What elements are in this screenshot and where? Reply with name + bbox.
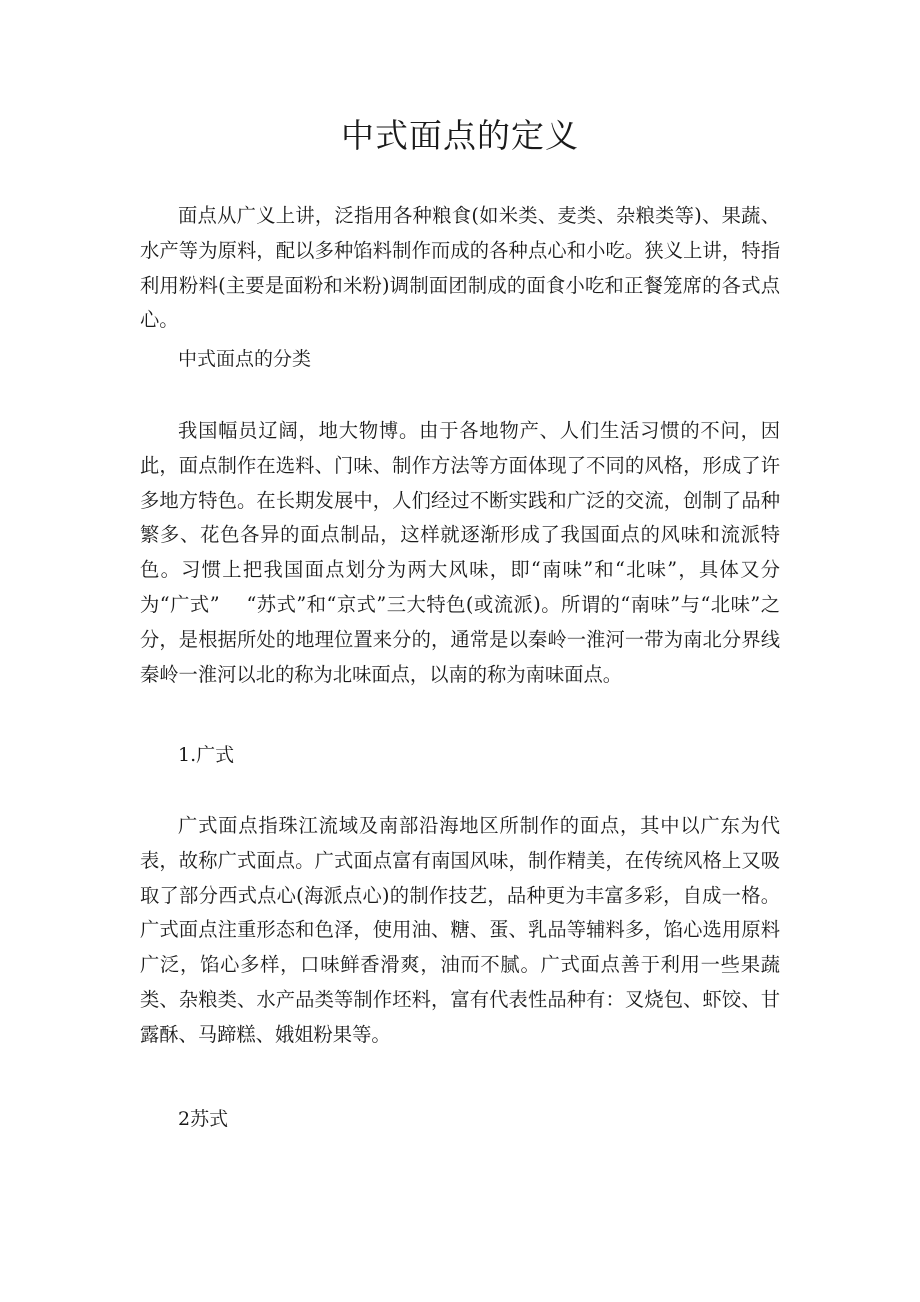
classification-paragraph: 我国幅员辽阔，地大物博。由于各地物产、人们生活习惯的不问，因此，面点制作在选料、门味、制作方法等方面体现了不同的风格，形成了许多地方特色。在长期发展中，人们经过不断实践和广泛的交流，创制了品种繁多、花色各异的面点制品，这样就逐渐形成了我国面点的风味和流派特色。习惯上把我国面点划分为两大风味，即“南味”和“北味”，具体又分为“广式” “苏式”和“京式”三大特色(或流派)。所谓的“南味”与“北味”之分，是根据所处的地理位置来分的，通常是以秦岭一淮河一带为南北分界线秦岭一淮河以北的称为北味面点，以南的称为南味面点。 bbox=[140, 419, 780, 686]
sushi-heading: 2苏式 bbox=[178, 1108, 229, 1130]
document-title: 中式面点的定义 bbox=[341, 116, 579, 155]
intro-paragraph: 面点从广义上讲，泛指用各种粮食(如米类、麦类、杂粮类等)、果蔬、水产等为原料，配以多种馅料制作而成的各种点心和小吃。狭义上讲，特指利用粉料(主要是面粉和米粉)调制面团制成的面食小吃和正餐笼席的各式点心。 bbox=[140, 204, 780, 332]
guangshi-heading: 1.广式 bbox=[178, 744, 235, 766]
classification-heading: 中式面点的分类 bbox=[178, 348, 312, 370]
guangshi-paragraph: 广式面点指珠江流域及南部沿海地区所制作的面点，其中以广东为代表，故称广式面点。广式面点富有南国风味，制作精美，在传统风格上又吸取了部分西式点心(海派点心)的制作技艺，品种更为丰富多彩，自成一格。广式面点注重形态和色泽，使用油、糖、蛋、乳品等辅料多，馅心选用原料广泛，馅心多样，口味鲜香滑爽，油而不腻。广式面点善于利用一些果蔬类、杂粮类、水产品类等制作坯料，富有代表性品种有：叉烧包、虾饺、甘露酥、马蹄糕、娥姐粉果等。 bbox=[140, 814, 780, 1046]
